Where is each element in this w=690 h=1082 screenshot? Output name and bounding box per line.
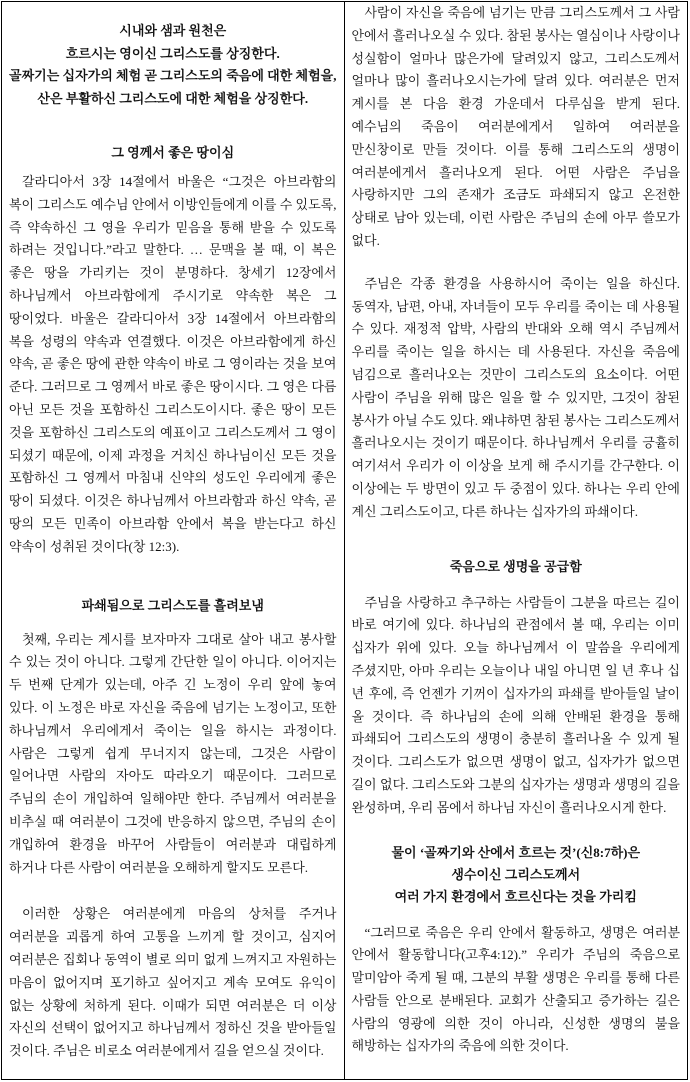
intro-title xyxy=(9,20,337,110)
section-heading: 죽음으로 생명을 공급함 xyxy=(449,558,582,574)
heading-line: 생수이신 그리스도께서 xyxy=(451,866,581,882)
intro-title-line: 흐르시는 영이신 그리스도를 상징한다. xyxy=(65,45,280,61)
left-column xyxy=(2,2,345,1079)
paragraph: 이러한 상황은 여러분에게 마음의 상처를 주거나 여러분을 괴롭게 하여 고통을 느끼게 할 것이고, 심지어 여러분은 집회나 동역이 별로 의미 없게 느껴지고 자원하는 마음이 없어지며 포기하고 싶어지고 계속 모여도 유익이 없는 상황에 처하게 된다. 이때가 되면 여러분은 더 이상 자신의 선택이 없어지고 하나님께서 정하신 것을 받아들일 것이다. 주님은 비로소 여러분에게서 길을 얻으실 것이다. xyxy=(9,906,337,1059)
heading-line: 물이 ‘골짜기와 산에서 흐르는 것’(신8:7하)은 xyxy=(391,844,641,860)
paragraph: “그러므로 죽음은 우리 안에서 활동하고, 생명은 여러분 안에서 활동합니다(고후4:12).” 우리가 주님의 죽음으로 말미암아 죽게 될 때, 그분의 부활 생명은 우리를 통해 다른 사람들 안으로 분배된다. 교회가 산출되고 증가하는 길은 사람의 영광에 의한 것이 아니라, 신성한 생명의 불을 해방하는 십자가의 죽음에 의한 것이다. xyxy=(351,924,680,1054)
right-column xyxy=(345,2,688,1079)
section-heading-multiline xyxy=(352,842,681,908)
heading-line: 여러 가지 환경에서 흐르신다는 것을 가리킴 xyxy=(394,888,637,904)
intro-title-line: 시내와 샘과 원천은 xyxy=(119,23,227,38)
intro-title-line: 산은 부활하신 그리스도에 대한 체험을 상징한다. xyxy=(37,90,309,106)
intro-title-line: 골짜기는 십자가의 체험 곧 그리스도의 죽음에 대한 체험을, xyxy=(9,68,337,83)
section-heading: 파쇄됨으로 그리스도를 흘려보냄 xyxy=(81,597,264,613)
paragraph: 첫째, 우리는 계시를 보자마자 그대로 살아 내고 봉사할 수 있는 것이 아니다. 그렇게 간단한 일이 아니다. 이어지는 두 번째 단계가 있는데, 아주 긴 노정이 우리 앞에 놓여 있다. 이 노정은 바로 자신을 죽음에 넘기는 노정이고, 또한 하나님께서 우리에게서 죽이는 일을 하시는 과정이다. 사람은 그렇게 쉽게 무너지지 않는데, 그것은 사람이 일어나면 사람의 자아도 따라오기 때문이다. 그러므로 주님의 손이 개입하여 일해야만 한다. 주님께서 여러분을 비추실 때 여러분이 그것에 반응하지 않으면, 주님의 손이 개입하여 환경을 바꾸어 사람들이 여러분과 대립하게 하거나 다른 사람이 여러분을 오해하게 할지도 모른다. xyxy=(9,631,337,875)
section-heading: 그 영께서 좋은 땅이심 xyxy=(111,145,235,160)
page-border xyxy=(1,1,688,1080)
paragraph: 주님은 각종 환경을 사용하시어 죽이는 일을 하신다. 동역자, 남편, 아내, 자녀들이 모두 우리를 죽이는 데 사용될 수 있다. 재정적 압박, 사람의 반대와 오해 역시 주님께서 우리를 죽이는 일을 하시는 데 사용된다. 자신을 죽음에 넘김으로 흘러나오는 것만이 그리스도의 요소이다. 어떤 사람이 주님을 위해 많은 일을 할 수 있지만, 그것이 참된 봉사가 아닐 수도 있다. 왜냐하면 참된 봉사는 그리스도께서 흘러나오시는 것이기 때문이다. 하나님께서 우리를 긍휼히 여기셔서 우리가 이 이상을 보게 해 주시기를 간구한다. 이 이상에는 두 방면이 있고 두 중점이 있다. 하나는 우리 안에 계신 그리스도이고, 다른 하나는 십자가의 파쇄이다. xyxy=(351,275,680,519)
paragraph: 주님을 사랑하고 추구하는 사람들이 그분을 따르는 길이 바로 여기에 있다. 하나님의 관점에서 볼 때, 우리는 이미 십자가 위에 있다. 오늘 하나님께서 이 말씀을 우리에게 주셨지만, 아마 우리는 오늘이나 내일 아니면 일 년 후나 십 년 후에, 즉 언젠가 기꺼이 십자가의 파쇄를 받아들일 날이 올 것이다. 즉 하나님의 손에 의해 안배된 환경을 통해 파쇄되어 그리스도의 생명이 충분히 흘러나올 수 있게 될 것이다. 그리스도가 없으면 생명이 없고, 십자가가 없으면 길이 없다. 그리스도와 그분의 십자가는 생명과 생명의 길을 완성하며, 우리 몸에서 하나님 자신이 흘러나오시게 한다. xyxy=(351,594,680,815)
paragraph: 갈라디아서 3장 14절에서 바울은 “그것은 아브라함의 복이 그리스도 예수님 안에서 이방인들에게 이를 수 있도록, 즉 약속하신 그 영을 우리가 믿음을 통해 받을 수 있도록 하려는 것입니다.”라고 말한다. … 문맥을 볼 때, 이 복은 좋은 땅을 가리키는 것이 분명하다. 창세기 12장에서 하나님께서 아브라함에게 주시기로 약속한 복은 그 땅이었다. 바울은 갈라디아서 3장 14절에서 아브라함의 복을 성령의 약속과 연결했다. 이것은 아브라함에게 하신 약속, 곧 좋은 땅에 관한 약속이 바로 그 영이라는 것을 보여 준다. 그러므로 그 영께서 바로 좋은 땅이시다. 그 영은 다름 아닌 모든 것을 포함하신 그리스도이시다. 좋은 땅이 모든 것을 포함하신 그리스도의 예표이고 그리스도께서 그 영이 되셨기 때문에, 이제 과정을 거치신 하나님이신 모든 것을 포함하신 그 영께서 마침내 신약의 성도인 우리에게 좋은 땅이 되셨다. 이것은 하나님께서 아브라함과 하신 약속, 곧 땅의 모든 민족이 아브라함 안에서 복을 받는다고 하신 약속이 성취된 것이다(창 12:3). xyxy=(9,174,337,554)
paragraph: 사람이 자신을 죽음에 넘기는 만큼 그리스도께서 그 사람 안에서 흘러나오실 수 있다. 참된 봉사는 열심이나 사랑이나 성실함이 얼마나 많은가에 달려있지 않고, 그리스도께서 얼마나 많이 흘러나오시는가에 달려 있다. 여러분은 먼저 계시를 본 다음 환경 가운데서 다루심을 받게 된다. 예수님의 죽음이 여러분에게서 일하여 여러분을 만신창이로 만들 것이다. 이를 통해 그리스도의 생명이 여러분에게서 흘러나오게 된다. 어떤 사람은 주님을 사랑하지만 그의 존재가 조금도 파쇄되지 않고 온전한 상태로 남아 있는데, 이런 사람은 주님의 손에 아무 쓸모가 없다. xyxy=(351,5,680,248)
